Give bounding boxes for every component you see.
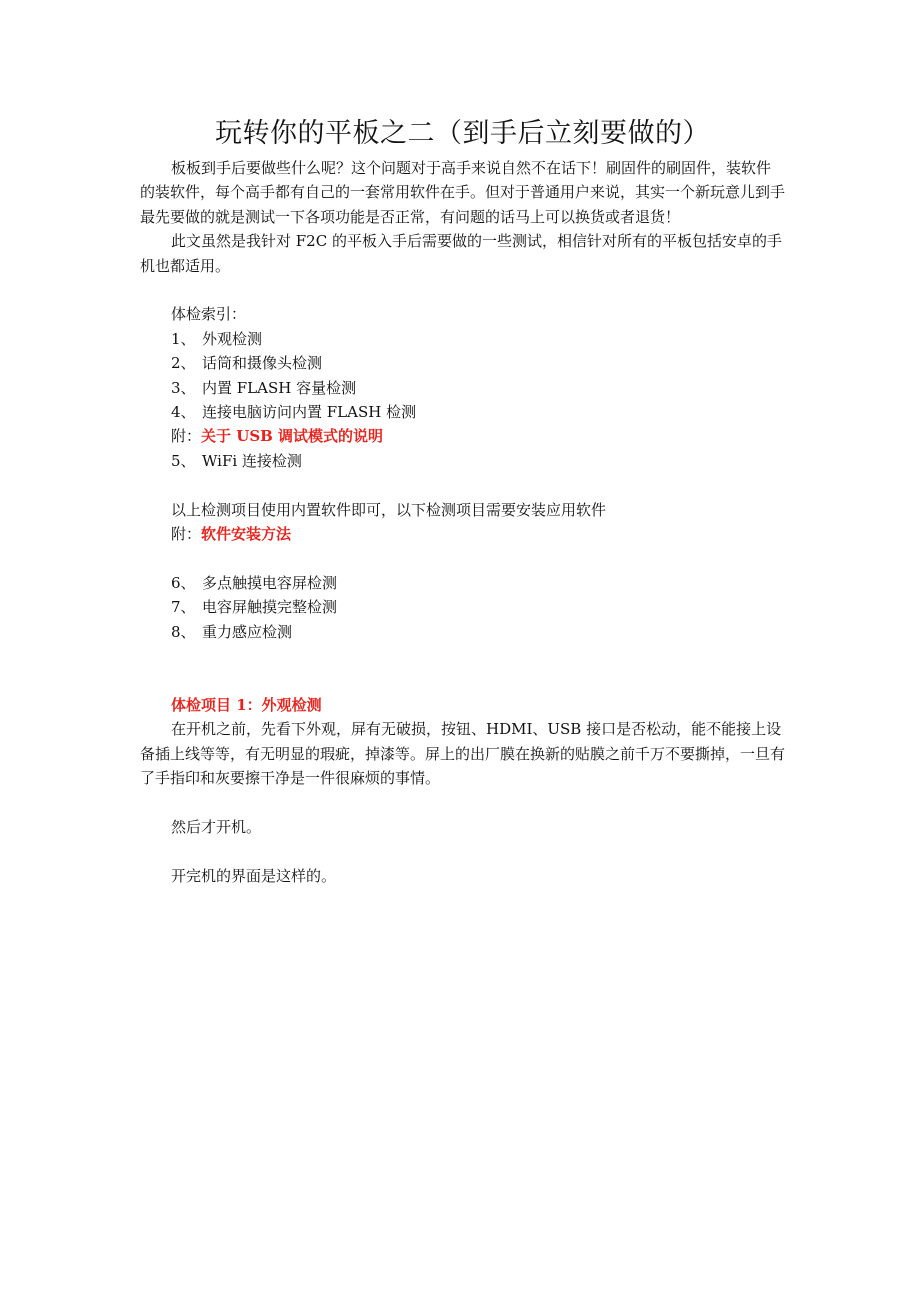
- list-item: 1、 外观检测: [171, 329, 263, 348]
- list-item: 5、 WiFi 连接检测: [171, 451, 302, 470]
- list-item: 7、 电容屏触摸完整检测: [171, 598, 338, 617]
- intro-paragraph-1: 板板到手后要做些什么呢？这个问题对于高手来说自然不在话下！刷固件的刷固件，装软件的装软件，每个高手都有自己的一套常用软件在手。但对于普通用户来说，其实一个新玩意儿到手最先要做的就是测试一下各项功能是否正常，有问题的话马上可以换货或者退货！: [140, 159, 786, 226]
- index-list-b: [140, 571, 785, 644]
- list-item: 3、 内置 FLASH 容量检测: [171, 378, 357, 397]
- section-1-heading: 体检项目 1：外观检测: [171, 695, 322, 714]
- document-body: [140, 116, 785, 888]
- document-title: 玩转你的平板之二（到手后立刻要做的）: [215, 118, 710, 149]
- usb-debug-link[interactable]: 关于 USB 调试模式的说明: [201, 427, 384, 446]
- section-1-paragraph-1: 在开机之前，先看下外观，屏有无破损，按钮、HDMI、USB 接口是否松动，能不能接上设备插上线等等，有无明显的瑕疵，掉漆等。屏上的出厂膜在换新的贴膜之前千万不要撕掉，一旦有了手指印和灰要擦干净是一件很麻烦的事情。: [140, 720, 786, 788]
- builtin-note: 以上检测项目使用内置软件即可，以下检测项目需要安装应用软件: [171, 500, 607, 519]
- appendix-install-line: 附：软件安装方法: [171, 525, 292, 544]
- index-list-a: [140, 327, 785, 425]
- install-method-link[interactable]: 软件安装方法: [201, 525, 292, 544]
- intro-paragraph-2: 此文虽然是我针对 F2C 的平板入手后需要做的一些测试，相信针对所有的平板包括安卓的手机也都适用。: [140, 232, 782, 275]
- list-item: 2、 话筒和摄像头检测: [171, 354, 323, 373]
- list-item: 4、 连接电脑访问内置 FLASH 检测: [171, 403, 417, 422]
- section-1-paragraph-2: 然后才开机。: [171, 817, 262, 836]
- section-1-paragraph-3: 开完机的界面是这样的。: [171, 866, 337, 885]
- appendix-usb-line: 附：关于 USB 调试模式的说明: [171, 427, 384, 446]
- list-item: 6、 多点触摸电容屏检测: [171, 573, 338, 592]
- index-heading: 体检索引：: [171, 305, 247, 324]
- list-item: 8、 重力感应检测: [171, 622, 293, 641]
